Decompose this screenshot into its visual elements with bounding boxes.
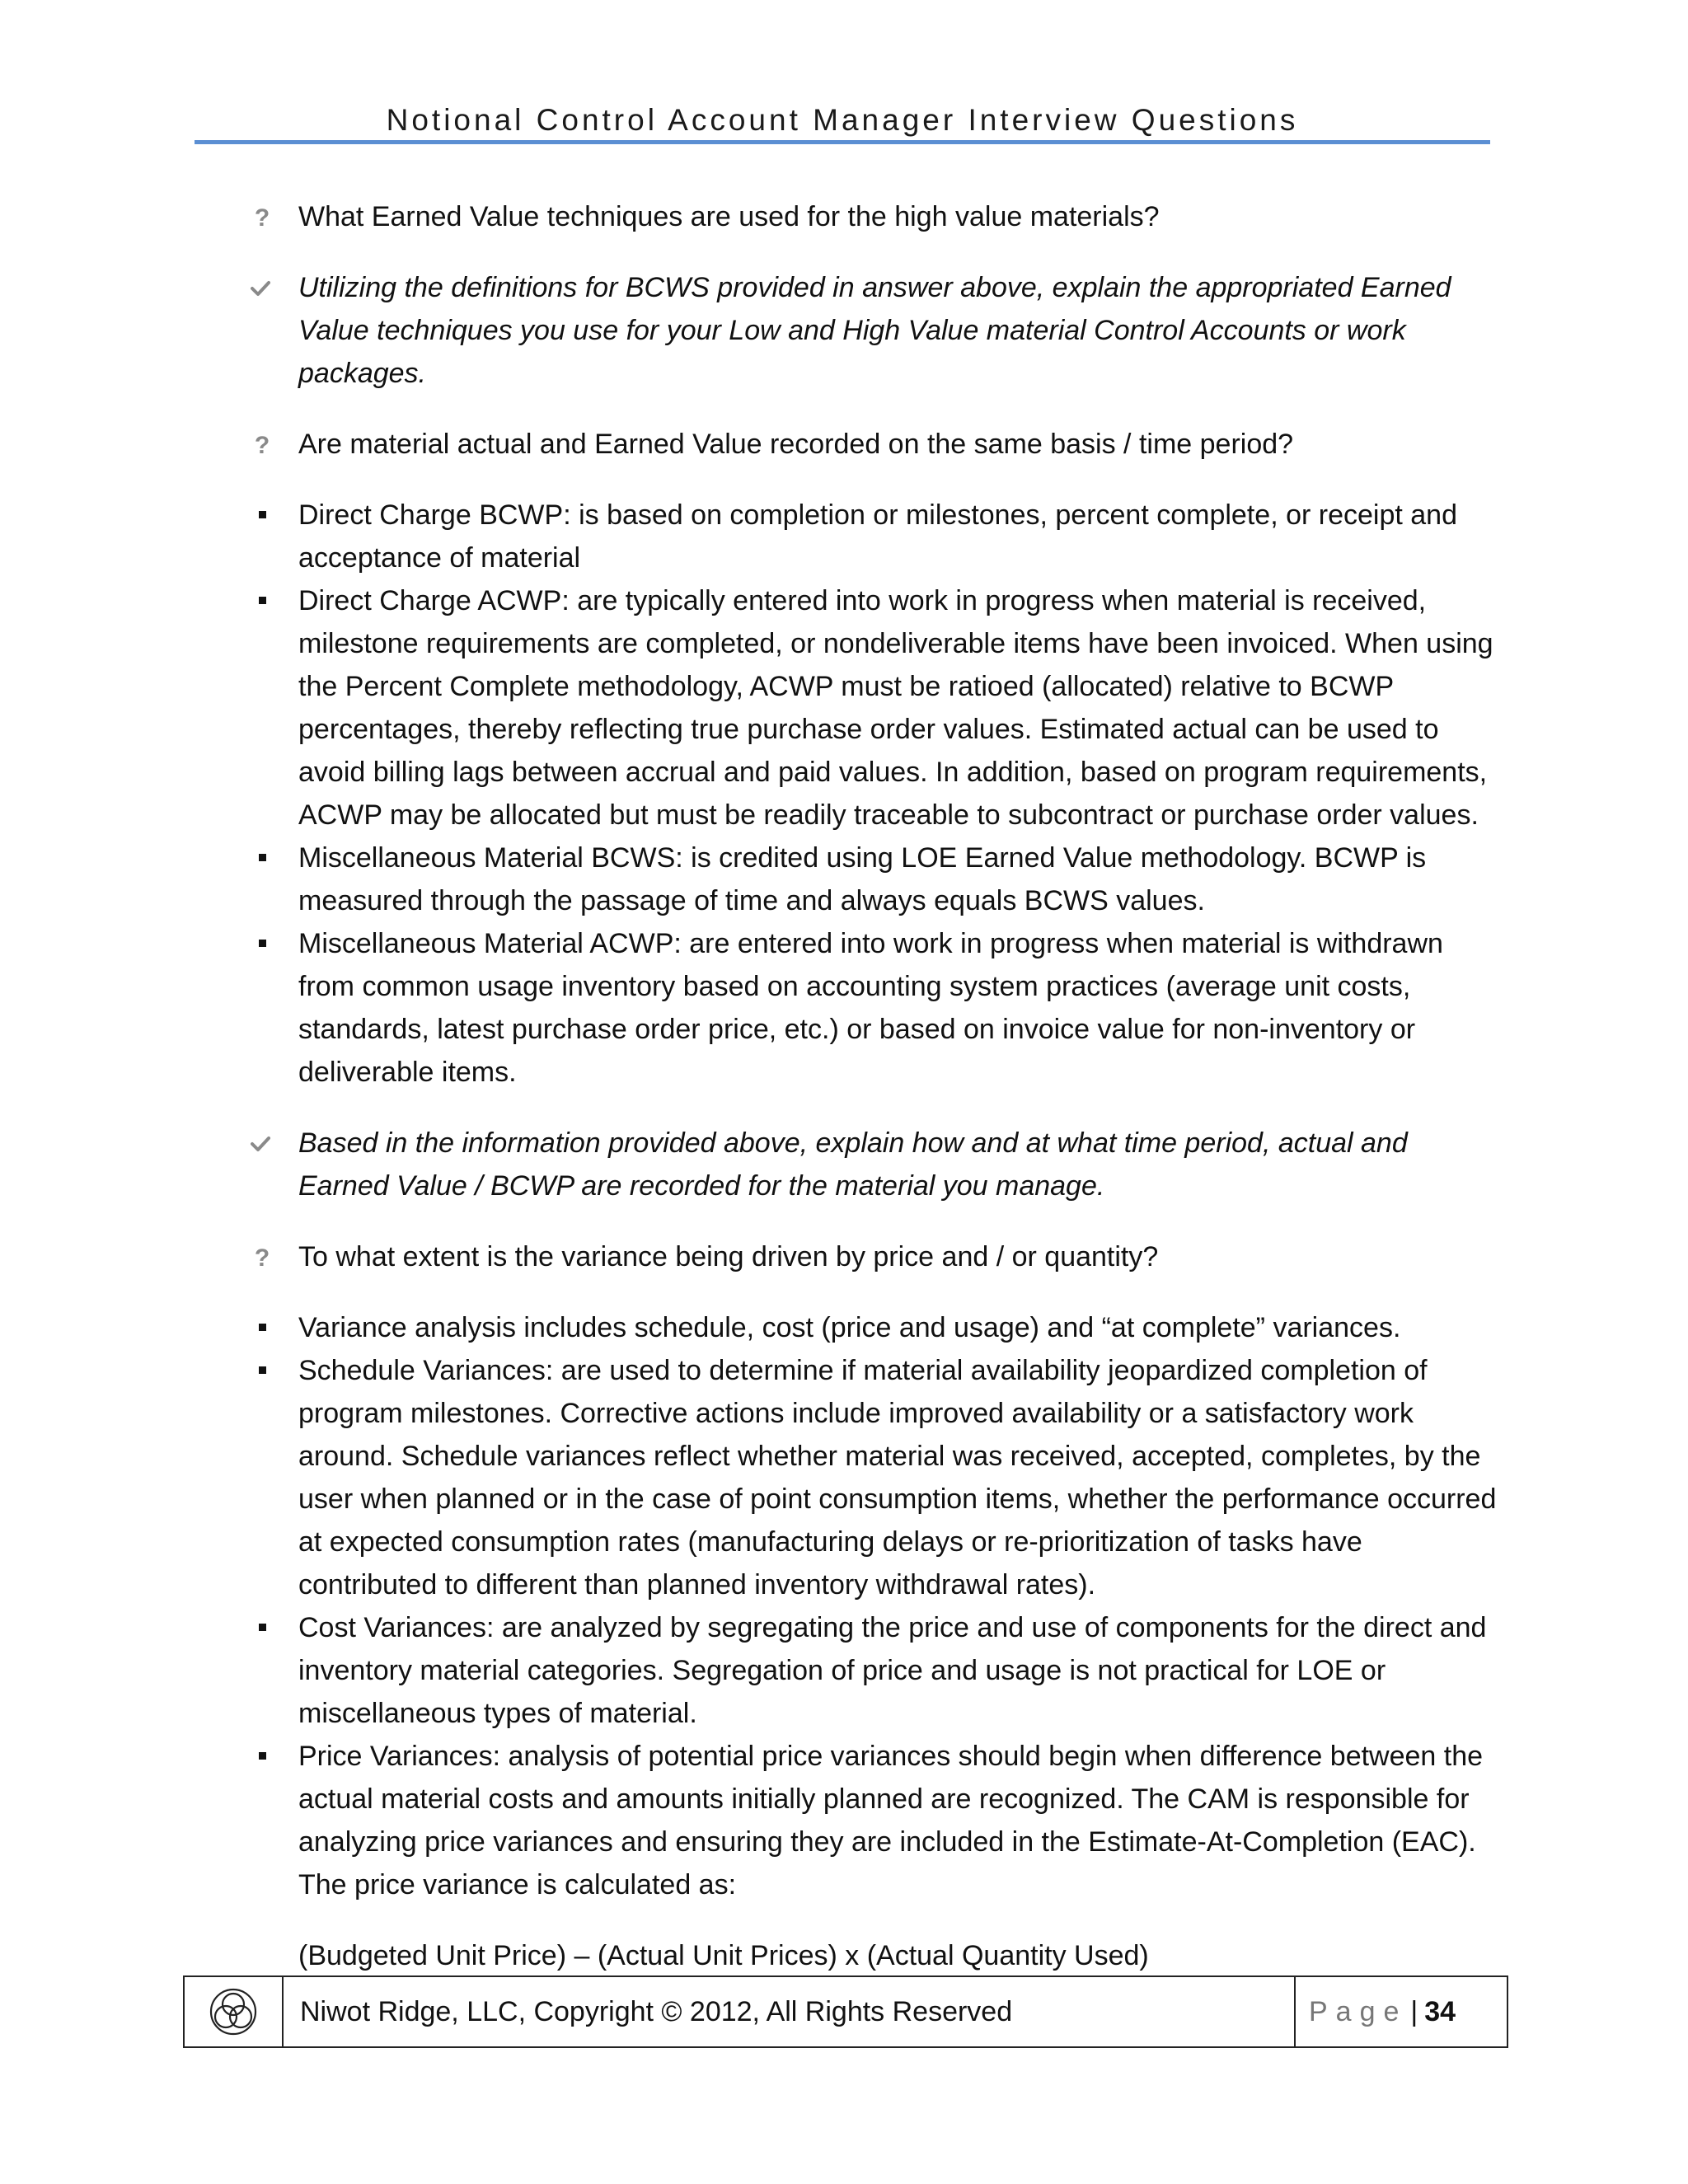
square-bullet-icon (259, 1752, 266, 1760)
document-body (247, 195, 1500, 1977)
question-icon: ? (254, 204, 270, 232)
square-bullet-icon (259, 1624, 266, 1631)
question-item (247, 1235, 1500, 1278)
bullet-text: Miscellaneous Material BCWS: is credited using LOE Earned Value methodology. BCWP is measured through the passage of time and always equals BCWS values. (298, 842, 1427, 916)
question-text: What Earned Value techniques are used for the high value materials? (298, 201, 1160, 232)
page-footer (183, 1975, 1508, 2048)
question-icon: ? (254, 432, 270, 459)
bullet-text: Cost Variances: are analyzed by segregating the price and use of components for the direct and inventory material categories. Segregation of price and usage is not practical for LOE or miscellaneous types of material. (298, 1612, 1487, 1729)
checkmark-icon (247, 266, 277, 309)
bullet-text: Miscellaneous Material ACWP: are entered into work in progress when material is withdrawn from common usage inventory based on accounting system practices (average unit costs, standards, latest purchase order price, etc.) or based on invoice value for non-inventory or deliverable items. (298, 928, 1443, 1088)
check-text: Utilizing the definitions for BCWS provided in answer above, explain the appropriated Earned Value techniques you use for your Low and High Value material Control Accounts or work packages. (298, 272, 1451, 389)
bullet-item (247, 1349, 1500, 1606)
bullet-item (247, 837, 1500, 922)
bullet-text: Price Variances: analysis of potential price variances should begin when difference between the actual material costs and amounts initially planned are recognized. The CAM is responsible for analyzing price variances and ensuring they are included in the Estimate-At-Completion (EAC). The price variance is calculated as: (298, 1741, 1484, 1900)
question-icon: ? (254, 1244, 270, 1272)
bullet-text: Schedule Variances: are used to determine if material availability jeopardized completion of program milestones. Corrective actions include improved availability or a satisfactory work around. Schedule variances reflect whether material was received, accepted, completes, by the user when planned or in the case of point consumption items, whether the performance occurred at expected consumption rates (manufacturing delays or re-prioritization of tasks have contributed to different than planned inventory withdrawal rates). (298, 1355, 1497, 1601)
company-logo-icon (208, 1986, 259, 2037)
footer-page-number (1296, 1977, 1507, 2046)
page-separator: | (1410, 1995, 1418, 2027)
square-bullet-icon (259, 511, 266, 518)
bullet-item (247, 922, 1500, 1094)
check-item (247, 266, 1500, 395)
check-text: Based in the information provided above, explain how and at what time period, actual and Earned Value / BCWP are recorded for the material you manage. (298, 1127, 1408, 1202)
square-bullet-icon (259, 1324, 266, 1331)
price-variance-formula: (Budgeted Unit Price) – (Actual Unit Prices) x (Actual Quantity Used) (298, 1940, 1149, 1971)
page-header-title: Notional Control Account Manager Interview Questions (386, 103, 1299, 137)
question-item (247, 195, 1500, 238)
header-rule (195, 140, 1490, 144)
square-bullet-icon (259, 1366, 266, 1374)
bullet-item (247, 1306, 1500, 1349)
bullet-text: Variance analysis includes schedule, cost (price and usage) and “at complete” variances. (298, 1312, 1401, 1343)
checkmark-icon (247, 1122, 277, 1165)
footer-logo-cell (185, 1977, 284, 2046)
bullet-text: Direct Charge BCWP: is based on completion or milestones, percent complete, or receipt and acceptance of material (298, 499, 1457, 574)
check-item (247, 1122, 1500, 1207)
page-label: Page (1309, 1995, 1408, 2027)
square-bullet-icon (259, 597, 266, 604)
bullet-item (247, 494, 1500, 579)
square-bullet-icon (259, 854, 266, 861)
question-text: Are material actual and Earned Value recorded on the same basis / time period? (298, 429, 1294, 460)
bullet-item (247, 579, 1500, 837)
bullet-text: Direct Charge ACWP: are typically entered into work in progress when material is received, milestone requirements are completed, or nondeliverable items have been invoiced. When using the Percent Complete methodology, ACWP must be ratioed (allocated) relative to BCWP percentages, thereby reflecting true purchase order values. Estimated actual can be used to avoid billing lags between accrual and paid values. In addition, based on program requirements, ACWP may be allocated but must be readily traceable to subcontract or purchase order values. (298, 585, 1493, 831)
bullet-item (247, 1735, 1500, 1906)
page-number: 34 (1424, 1995, 1456, 2027)
question-text: To what extent is the variance being driven by price and / or quantity? (298, 1241, 1159, 1272)
square-bullet-icon (259, 940, 266, 947)
bullet-item (247, 1606, 1500, 1735)
footer-copyright: Niwot Ridge, LLC, Copyright © 2012, All Rights Reserved (284, 1977, 1296, 2046)
question-item (247, 423, 1500, 466)
